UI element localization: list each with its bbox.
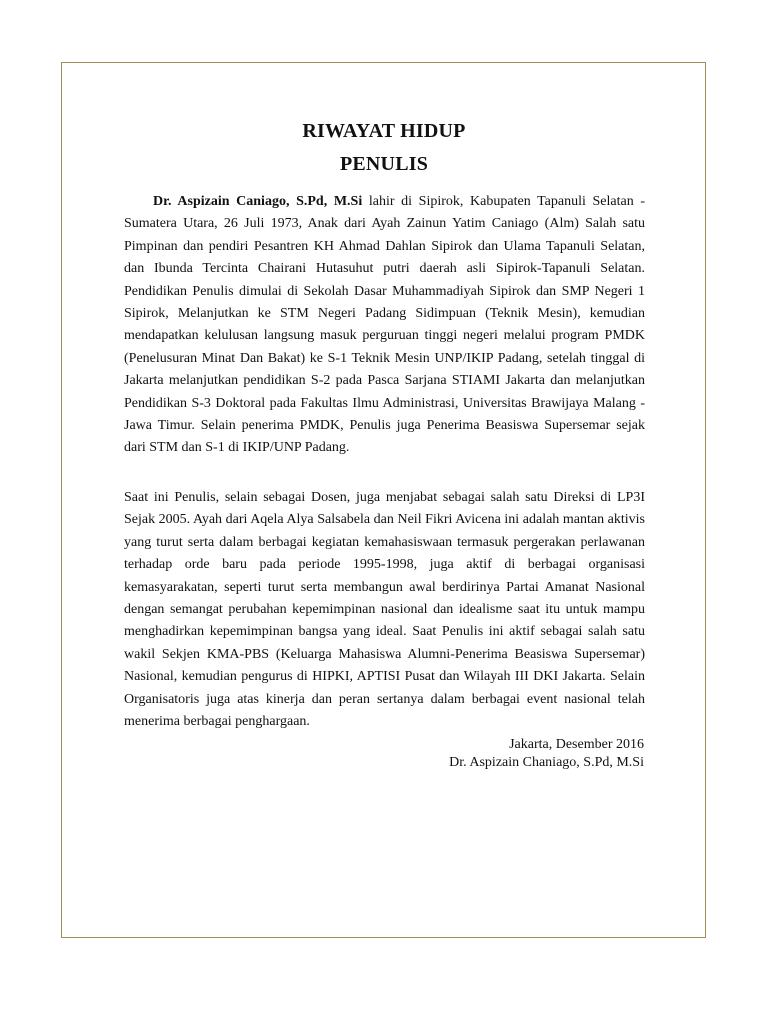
signature-place-date: Jakarta, Desember 2016 [509, 737, 644, 752]
biography-paragraph-1 [124, 191, 645, 460]
document-title: RIWAYAT HIDUP [302, 120, 466, 142]
signature-block [449, 736, 644, 772]
biography-paragraph-1-text: lahir di Sipirok, Kabupaten Tapanuli Selatan - Sumatera Utara, 26 Juli 1973, Anak dari Ayah Zainun Yatim Caniago (Alm) Salah satu Pimpinan dan pendiri Pesantren KH Ahmad Dahlan Sipirok dan Ulama Tapanuli Selatan, dan Ibunda Tercinta Chairani Hutasuhut putri daerah asli Sipirok-Tapanuli Selatan. Pendidikan Penulis dimulai di Sekolah Dasar Muhammadiyah Sipirok dan SMP Negeri 1 Sipirok, Melanjutkan ke STM Negeri Padang Sidimpuan (Teknik Mesin), kemudian mendapatkan kelulusan langsung masuk perguruan tinggi negeri melalui program PMDK (Penelusuran Minat Dan Bakat) ke S-1 Teknik Mesin UNP/IKIP Padang, setelah tinggal di Jakarta melanjutkan pendidikan S-2 pada Pasca Sarjana STIAMI Jakarta dan melanjutkan Pendidikan S-3 Doktoral pada Fakultas Ilmu Administrasi, Universitas Brawijaya Malang - Jawa Timur. Selain penerima PMDK, Penulis juga Penerima Beasiswa Supersemar sejak dari STM dan S-1 di IKIP/UNP Padang. [124, 194, 645, 456]
signature-name: Dr. Aspizain Chaniago, S.Pd, M.Si [449, 755, 644, 770]
author-name-bold: Dr. Aspizain Caniago, S.Pd, M.Si [153, 194, 363, 209]
biography-paragraph-2: Saat ini Penulis, selain sebagai Dosen, juga menjabat sebagai salah satu Direksi di LP3I Sejak 2005. Ayah dari Aqela Alya Salsabela dan Neil Fikri Avicena ini adalah mantan aktivis yang turut serta dalam berbagai kegiatan kemahasiswaan termasuk pergerakan perlawanan terhadap orde baru pada periode 1995-1998, juga aktif di berbagai organisasi kemasyarakatan, seperti turut serta membangun awal berdirinya Partai Amanat Nasional dengan semangat perubahan kepemimpinan nasional dan idealisme saat itu untuk mampu menghadirkan kepemimpinan bangsa yang ideal. Saat Penulis ini aktif sebagai salah satu wakil Sekjen KMA-PBS (Keluarga Mahasiswa Alumni-Penerima Beasiswa Supersemar) Nasional, kemudian pengurus di HIPKI, APTISI Pusat dan Wilayah III DKI Jakarta. Selain Organisatoris juga atas kinerja dan peran sertanya dalam berbagai event nasional telah menerima berbagai penghargaan. [124, 490, 645, 730]
document-subtitle: PENULIS [339, 153, 429, 175]
